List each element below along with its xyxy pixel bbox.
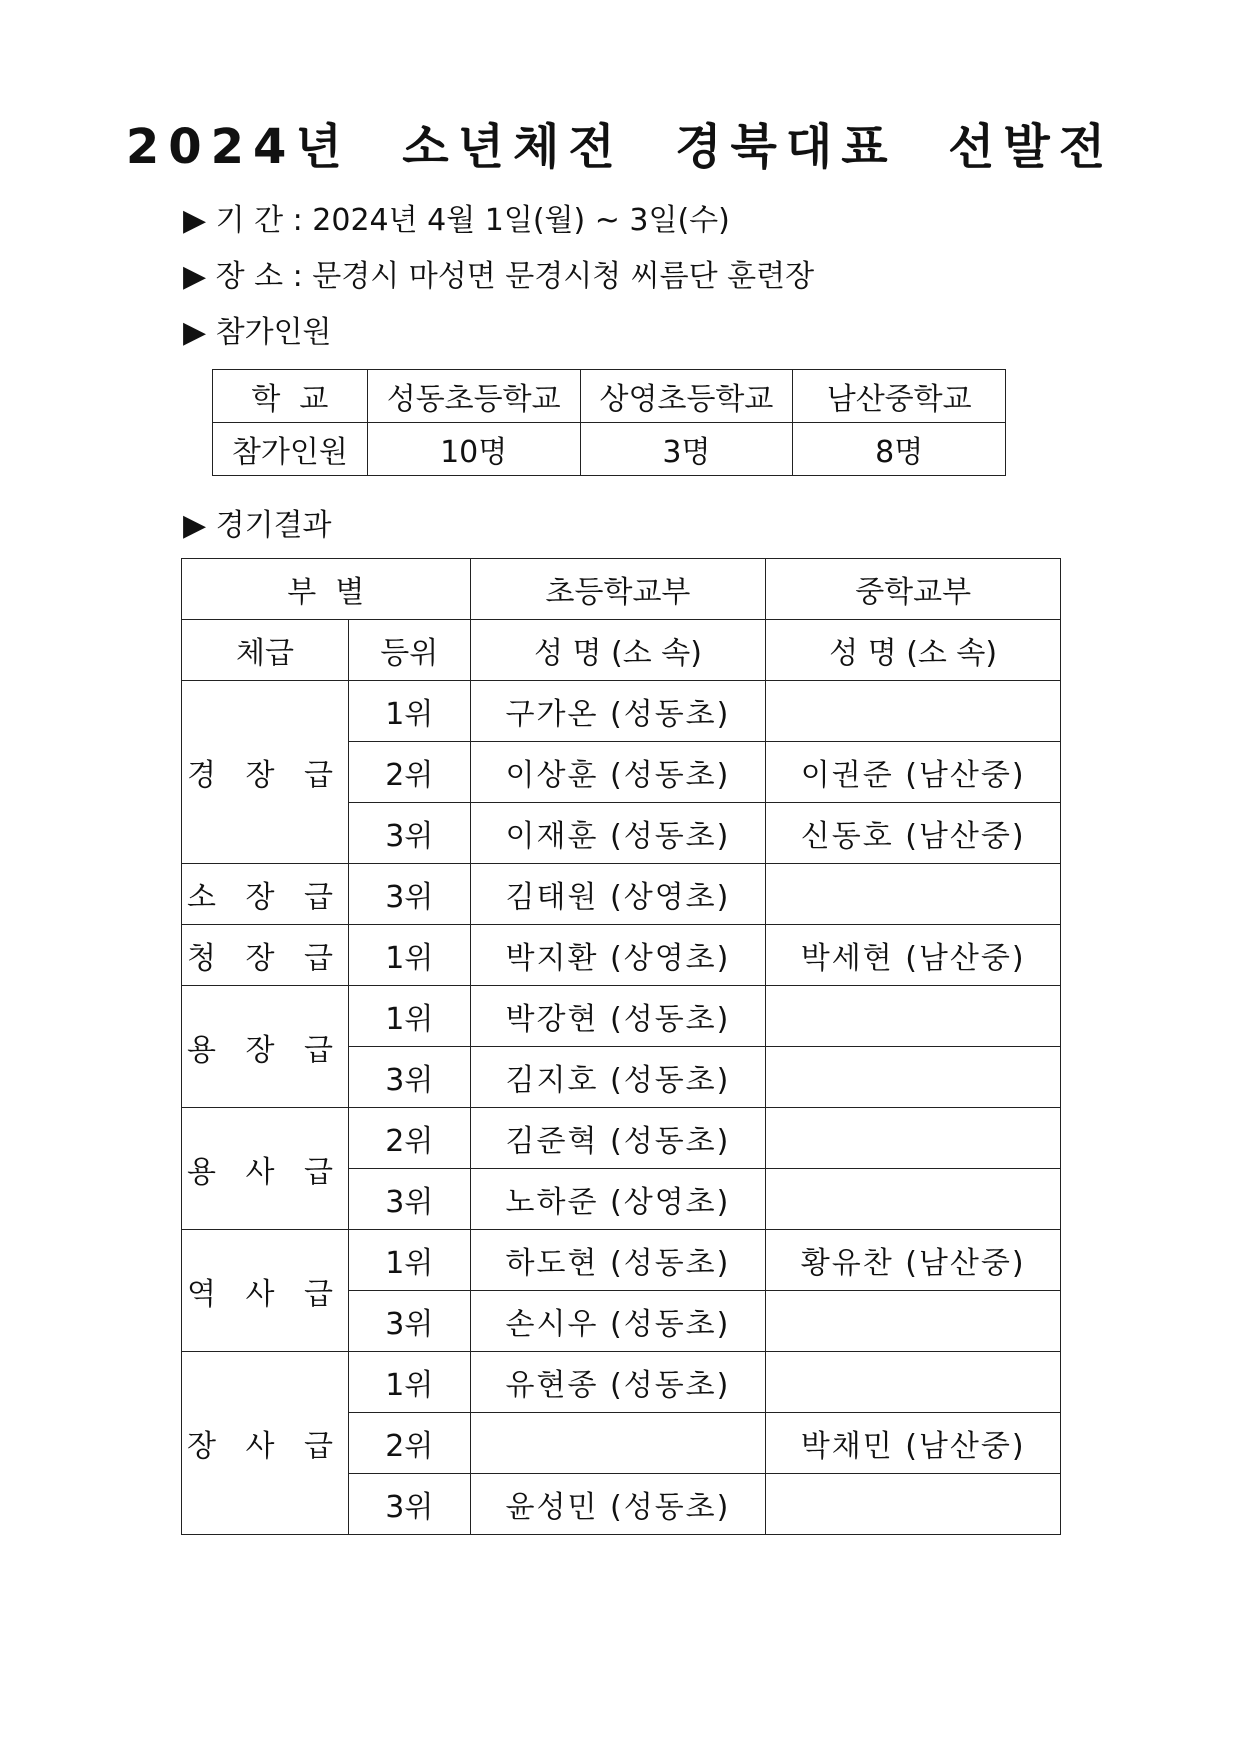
weight-class-header: 체급	[182, 620, 349, 681]
elementary-result-cell: 박지환 (상영초)	[470, 925, 766, 986]
count-cell-sangyeong: 3명	[580, 423, 793, 476]
rank-cell: 3위	[348, 864, 470, 925]
middle-result-cell: 박세현 (남산중)	[766, 925, 1061, 986]
middle-result-cell	[766, 1108, 1061, 1169]
elementary-result-cell	[470, 1413, 766, 1474]
weight-class-cell: 경 장 급	[182, 681, 349, 864]
rank-cell: 1위	[348, 1352, 470, 1413]
elementary-result-cell: 이상훈 (성동초)	[470, 742, 766, 803]
weight-class-cell: 역 사 급	[182, 1230, 349, 1352]
elementary-result-cell: 김지호 (성동초)	[470, 1047, 766, 1108]
elementary-result-cell: 박강현 (성동초)	[470, 986, 766, 1047]
table-row	[182, 1108, 1061, 1169]
results-heading: ▶ 경기결과	[183, 508, 332, 543]
middle-result-cell: 신동호 (남산중)	[766, 803, 1061, 864]
participants-count-row	[213, 423, 1006, 476]
middle-result-cell	[766, 864, 1061, 925]
participants-header-row	[213, 370, 1006, 423]
elementary-result-cell: 하도현 (성동초)	[470, 1230, 766, 1291]
division-header: 부 별	[182, 559, 471, 620]
count-cell-seongdong: 10명	[367, 423, 580, 476]
elementary-result-cell: 노하준 (상영초)	[470, 1169, 766, 1230]
middle-result-cell: 황유찬 (남산중)	[766, 1230, 1061, 1291]
count-label-cell: 참가인원	[213, 423, 368, 476]
middle-result-cell	[766, 1291, 1061, 1352]
count-cell-namsan: 8명	[793, 423, 1006, 476]
period-line: ▶ 기 간 : 2024년 4월 1일(월) ~ 3일(수)	[183, 203, 730, 238]
rank-cell: 2위	[348, 1108, 470, 1169]
elementary-result-cell: 윤성민 (성동초)	[470, 1474, 766, 1535]
table-row	[182, 986, 1061, 1047]
weight-class-cell: 청 장 급	[182, 925, 349, 986]
results-header-row	[182, 559, 1061, 620]
rank-cell: 3위	[348, 1474, 470, 1535]
weight-class-cell: 장 사 급	[182, 1352, 349, 1535]
rank-header: 등위	[348, 620, 470, 681]
table-row	[182, 925, 1061, 986]
header-cell-school: 학 교	[213, 370, 368, 423]
rank-cell: 1위	[348, 986, 470, 1047]
middle-result-cell	[766, 986, 1061, 1047]
middle-result-cell: 박채민 (남산중)	[766, 1413, 1061, 1474]
table-row	[182, 1352, 1061, 1413]
weight-class-cell: 용 장 급	[182, 986, 349, 1108]
header-cell-seongdong: 성동초등학교	[367, 370, 580, 423]
elementary-result-cell: 유현종 (성동초)	[470, 1352, 766, 1413]
rank-cell: 2위	[348, 742, 470, 803]
rank-cell: 1위	[348, 1230, 470, 1291]
rank-cell: 2위	[348, 1413, 470, 1474]
middle-result-cell: 이권준 (남산중)	[766, 742, 1061, 803]
venue-line: ▶ 장 소 : 문경시 마성면 문경시청 씨름단 훈련장	[183, 259, 815, 294]
page-title: 2024년 소년체전 경북대표 선발전	[125, 119, 1115, 175]
middle-result-cell	[766, 681, 1061, 742]
middle-name-header: 성 명 (소 속)	[766, 620, 1061, 681]
participants-heading: ▶ 참가인원	[183, 315, 332, 350]
rank-cell: 3위	[348, 803, 470, 864]
elementary-result-cell: 구가온 (성동초)	[470, 681, 766, 742]
header-cell-sangyeong: 상영초등학교	[580, 370, 793, 423]
header-cell-namsan: 남산중학교	[793, 370, 1006, 423]
table-row	[182, 681, 1061, 742]
middle-result-cell	[766, 1352, 1061, 1413]
elementary-header: 초등학교부	[470, 559, 766, 620]
table-row	[182, 864, 1061, 925]
results-subheader-row	[182, 620, 1061, 681]
participants-table	[212, 369, 1006, 476]
rank-cell: 1위	[348, 925, 470, 986]
weight-class-cell: 소 장 급	[182, 864, 349, 925]
weight-class-cell: 용 사 급	[182, 1108, 349, 1230]
middle-result-cell	[766, 1474, 1061, 1535]
results-table	[181, 558, 1061, 1535]
middle-result-cell	[766, 1047, 1061, 1108]
rank-cell: 3위	[348, 1047, 470, 1108]
elementary-result-cell: 김태원 (상영초)	[470, 864, 766, 925]
rank-cell: 3위	[348, 1291, 470, 1352]
middle-header: 중학교부	[766, 559, 1061, 620]
rank-cell: 3위	[348, 1169, 470, 1230]
middle-result-cell	[766, 1169, 1061, 1230]
elementary-result-cell: 김준혁 (성동초)	[470, 1108, 766, 1169]
table-row	[182, 1230, 1061, 1291]
elementary-result-cell: 손시우 (성동초)	[470, 1291, 766, 1352]
elementary-name-header: 성 명 (소 속)	[470, 620, 766, 681]
rank-cell: 1위	[348, 681, 470, 742]
elementary-result-cell: 이재훈 (성동초)	[470, 803, 766, 864]
